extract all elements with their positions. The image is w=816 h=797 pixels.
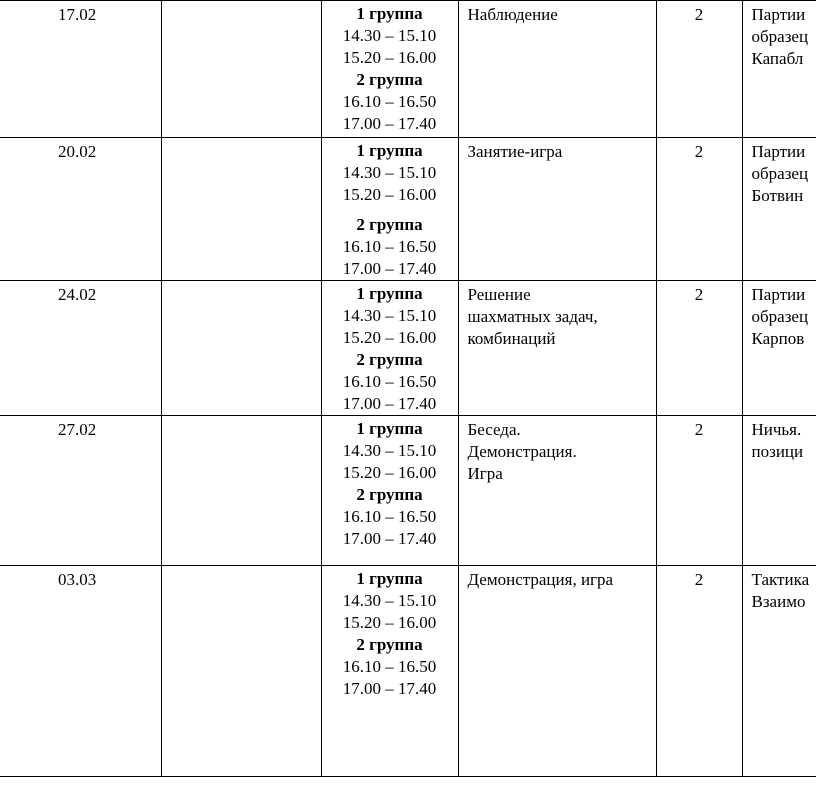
group2-label: 2 группа	[356, 485, 423, 504]
time-cell	[321, 416, 458, 566]
form-cell	[458, 138, 656, 281]
topic-line: образец	[751, 164, 809, 183]
form-line: шахматных задач,	[467, 307, 598, 326]
topic-line: Карпов	[751, 329, 805, 348]
group1-label: 1 группа	[356, 419, 423, 438]
time-slot: 17.00 – 17.40	[342, 259, 437, 278]
form-cell	[458, 1, 656, 138]
time-slot: 16.10 – 16.50	[342, 507, 437, 526]
group1-label: 1 группа	[356, 141, 423, 160]
topic-line: Капабл	[751, 49, 804, 68]
schedule-body	[0, 1, 816, 777]
table-row	[0, 416, 816, 566]
time-slot: 15.20 – 16.00	[342, 48, 437, 67]
form-line: комбинаций	[467, 329, 556, 348]
table-row	[0, 138, 816, 281]
topic-line: Ничья.	[751, 420, 802, 439]
topic-line: образец	[751, 27, 809, 46]
date-cell: 27.02	[0, 416, 161, 566]
form-line: Демонстрация.	[467, 442, 577, 461]
form-line: Демонстрация, игра	[467, 570, 614, 589]
time-slot: 16.10 – 16.50	[342, 237, 437, 256]
hours-cell: 2	[656, 416, 742, 566]
topic-cell	[742, 1, 816, 138]
group1-label: 1 группа	[356, 4, 423, 23]
topic-line: Партии	[751, 5, 806, 24]
topic-cell	[742, 138, 816, 281]
empty-cell	[161, 281, 321, 416]
form-line: Занятие-игра	[467, 142, 563, 161]
time-slot: 14.30 – 15.10	[342, 26, 437, 45]
topic-line: позици	[751, 442, 804, 461]
topic-line: образец	[751, 307, 809, 326]
date-cell: 24.02	[0, 281, 161, 416]
form-cell	[458, 566, 656, 777]
hours-cell: 2	[656, 138, 742, 281]
form-cell	[458, 281, 656, 416]
time-slot: 14.30 – 15.10	[342, 441, 437, 460]
spacer	[322, 206, 458, 214]
time-slot: 17.00 – 17.40	[342, 114, 437, 133]
time-slot: 17.00 – 17.40	[342, 679, 437, 698]
hours-cell: 2	[656, 281, 742, 416]
date-cell: 03.03	[0, 566, 161, 777]
topic-line: Тактика	[751, 570, 810, 589]
group2-label: 2 группа	[356, 215, 423, 234]
group1-label: 1 группа	[356, 569, 423, 588]
time-slot: 15.20 – 16.00	[342, 613, 437, 632]
time-cell	[321, 281, 458, 416]
time-slot: 16.10 – 16.50	[342, 92, 437, 111]
time-slot: 15.20 – 16.00	[342, 185, 437, 204]
form-cell	[458, 416, 656, 566]
topic-line: Партии	[751, 285, 806, 304]
time-slot: 14.30 – 15.10	[342, 306, 437, 325]
time-slot: 15.20 – 16.00	[342, 328, 437, 347]
form-line: Наблюдение	[467, 5, 558, 24]
group2-label: 2 группа	[356, 70, 423, 89]
time-slot: 15.20 – 16.00	[342, 463, 437, 482]
time-cell	[321, 1, 458, 138]
form-line: Беседа.	[467, 420, 521, 439]
time-slot: 16.10 – 16.50	[342, 657, 437, 676]
form-line: Решение	[467, 285, 531, 304]
topic-cell	[742, 566, 816, 777]
time-slot: 17.00 – 17.40	[342, 394, 437, 413]
topic-cell	[742, 416, 816, 566]
time-cell	[321, 566, 458, 777]
empty-cell	[161, 1, 321, 138]
topic-line: Партии	[751, 142, 806, 161]
time-cell	[321, 138, 458, 281]
table-row	[0, 1, 816, 138]
topic-line: Взаимо	[751, 592, 806, 611]
group1-label: 1 группа	[356, 284, 423, 303]
time-slot: 14.30 – 15.10	[342, 163, 437, 182]
time-slot: 16.10 – 16.50	[342, 372, 437, 391]
hours-cell: 2	[656, 566, 742, 777]
empty-cell	[161, 138, 321, 281]
group2-label: 2 группа	[356, 635, 423, 654]
table-row	[0, 566, 816, 777]
date-cell: 17.02	[0, 1, 161, 138]
table-row	[0, 281, 816, 416]
empty-cell	[161, 566, 321, 777]
time-slot: 17.00 – 17.40	[342, 529, 437, 548]
group2-label: 2 группа	[356, 350, 423, 369]
topic-cell	[742, 281, 816, 416]
date-cell: 20.02	[0, 138, 161, 281]
topic-line: Ботвин	[751, 186, 804, 205]
time-slot: 14.30 – 15.10	[342, 591, 437, 610]
empty-cell	[161, 416, 321, 566]
hours-cell: 2	[656, 1, 742, 138]
form-line: Игра	[467, 464, 503, 483]
